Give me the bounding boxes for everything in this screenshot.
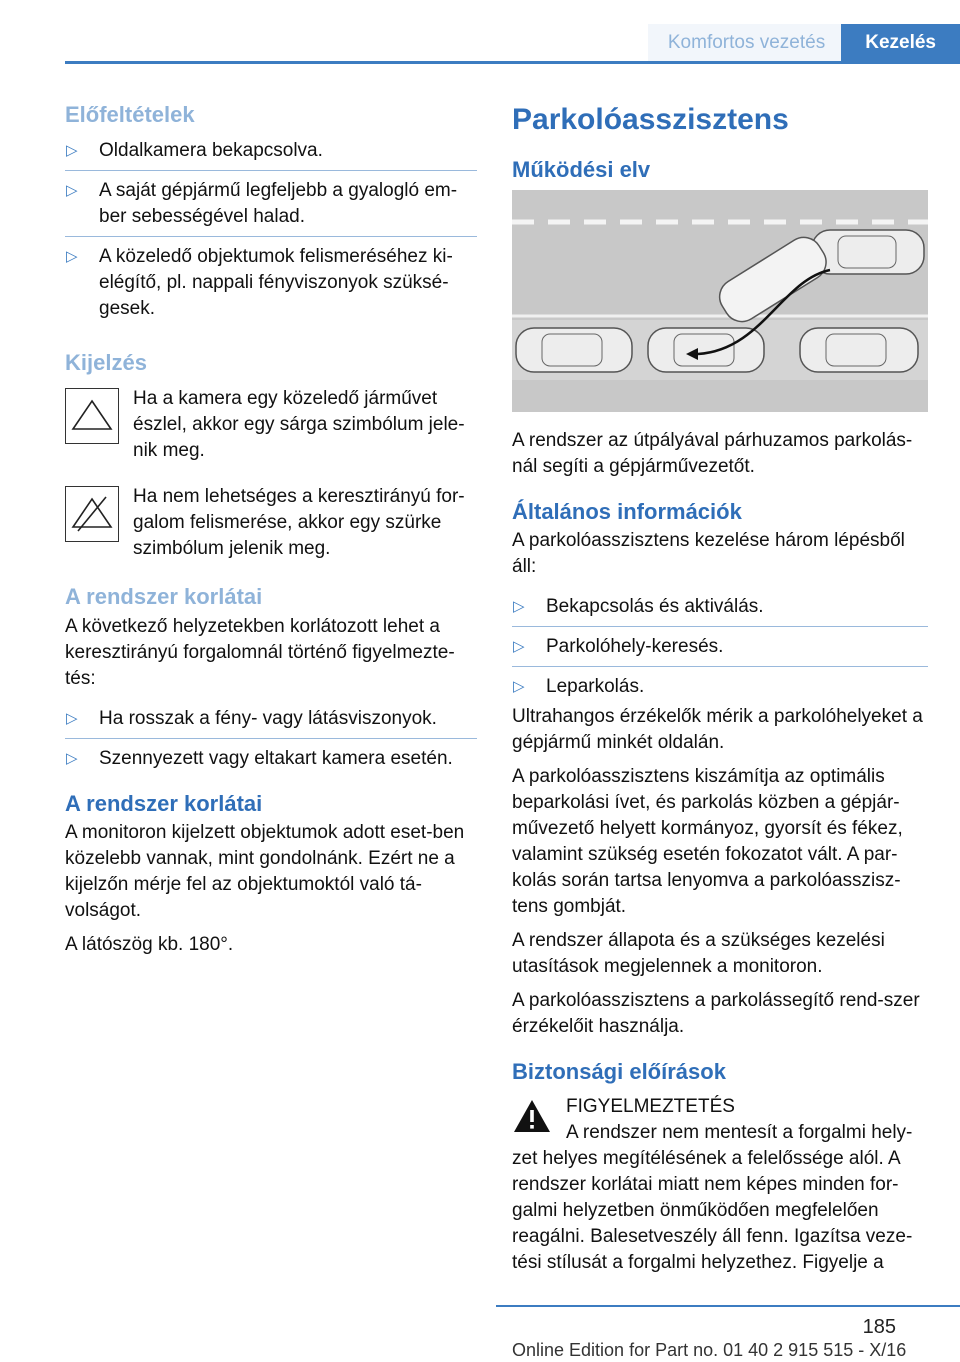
prereq-heading: Előfeltételek: [65, 102, 195, 127]
gray-symbol-text: Ha nem lehetséges a keresztirányú for-galom felismerése, akkor egy szürke szimbólum jelenik meg.: [133, 486, 465, 559]
page-title: Parkolóasszisztens: [512, 103, 789, 136]
safety-heading: Biztonsági előírások: [512, 1059, 726, 1084]
display-heading: Kijelzés: [65, 350, 147, 375]
chapter-tab: Kezelés: [841, 24, 960, 62]
triangle-bullet-icon: ▷: [66, 750, 78, 767]
principle-heading: Működési elv: [512, 157, 651, 182]
list-item: ▷ Parkolóhely-keresés.: [512, 634, 928, 660]
warning-block: [512, 1094, 928, 1276]
general-paragraph: A parkolóasszisztens a parkolássegítő rend-szer érzékelőit használja.: [512, 990, 920, 1037]
list-item: ▷ Ha rosszak a fény- vagy látásviszonyok.: [65, 706, 477, 732]
general-list: [512, 594, 928, 700]
general-intro: A parkolóasszisztens kezelése három lépésből áll:: [512, 530, 905, 577]
limits1-intro: A következő helyzetekben korlátozott lehet a keresztirányú forgalomnál történő figyelmezte-tés:: [65, 616, 455, 689]
crossed-triangle-icon: [65, 486, 119, 542]
divider: [512, 626, 928, 627]
angle-text: A látószög kb. 180°.: [65, 934, 234, 955]
triangle-bullet-icon: ▷: [513, 598, 525, 615]
triangle-bullet-icon: ▷: [66, 182, 78, 199]
list-item: ▷ Bekapcsolás és aktiválás.: [512, 594, 928, 620]
general-heading: Általános információk: [512, 499, 742, 524]
section-tab: Komfortos vezetés: [648, 24, 841, 62]
warning-triangle-icon: [65, 388, 119, 444]
edition-text: Online Edition for Part no. 01 40 2 915 515 - X/16: [512, 1340, 907, 1360]
warning-icon: [512, 1098, 552, 1134]
triangle-bullet-icon: ▷: [66, 248, 78, 265]
yellow-symbol-text: Ha a kamera egy közeledő járművet észlel, akkor egy sárga szimbólum jele-nik meg.: [133, 388, 465, 461]
triangle-bullet-icon: ▷: [66, 710, 78, 727]
header-tabs: [648, 24, 960, 62]
triangle-bullet-icon: ▷: [513, 678, 525, 695]
list-item: ▷ Leparkolás.: [512, 674, 928, 700]
limits1-heading: A rendszer korlátai: [65, 584, 263, 609]
yellow-symbol-row: [65, 386, 477, 464]
general-paragraph: A parkolóasszisztens kiszámítja az optimális beparkolási ívet, és parkolás közben a gépjár-művezető helyett kormányoz, gyorsít és fékez, valamint szükség esetén fokozatot vált. A par-kolás során tartsa lenyomva a parkolóasszisz-tens gombját.: [512, 766, 903, 917]
parking-illustration: [512, 190, 928, 412]
footer-rule: [496, 1305, 960, 1307]
gray-symbol-row: [65, 484, 477, 562]
divider: [512, 666, 928, 667]
left-column: [65, 100, 477, 966]
list-item: ▷ Oldalkamera bekapcsolva.: [65, 138, 477, 164]
triangle-bullet-icon: ▷: [66, 142, 78, 159]
header-rule: [65, 61, 960, 64]
general-paragraph: A rendszer állapota és a szükséges kezelési utasítások megjelennek a monitoron.: [512, 930, 885, 977]
warning-text: A rendszer nem mentesít a forgalmi hely-zet helyes megítélésének a felelőssége alól. A rendszer korlátai miatt nem képes minden for-galmi helyzetben önműködően megfelelően reagálni. Balesetveszély áll fenn. Igazítsa veze-tési stílusát a forgalmi helyzethez. Figyelje a: [512, 1122, 913, 1273]
warning-label: FIGYELMEZTETÉS: [566, 1096, 735, 1117]
list-item: ▷ A saját gépjármű legfeljebb a gyalogló em-ber sebességével halad.: [66, 180, 458, 227]
general-paragraph: Ultrahangos érzékelők mérik a parkolóhelyeket a gépjármű minkét oldalán.: [512, 706, 923, 753]
page-number: 185: [862, 1316, 896, 1338]
list-item: ▷ A közeledő objektumok felismeréséhez ki-elégítő, pl. nappali fényviszonyok szüksé-gesek.: [66, 246, 453, 319]
prereq-list: [65, 138, 477, 322]
right-column: [512, 100, 928, 1284]
divider: [65, 170, 477, 171]
divider: [65, 236, 477, 237]
limits1-list: [65, 706, 477, 772]
list-item: ▷ Szennyezett vagy eltakart kamera esetén.: [65, 746, 477, 772]
limits2-heading: A rendszer korlátai: [65, 791, 263, 816]
divider: [65, 738, 477, 739]
principle-text: A rendszer az útpályával párhuzamos parkolás-nál segíti a gépjárművezetőt.: [512, 430, 913, 477]
limits2-text: A monitoron kijelzett objektumok adott eset-ben közelebb vannak, mint gondolnánk. Ezért ne a kijelzőn mérje fel az objektumoktól való tá-volságot.: [65, 822, 465, 921]
triangle-bullet-icon: ▷: [513, 638, 525, 655]
